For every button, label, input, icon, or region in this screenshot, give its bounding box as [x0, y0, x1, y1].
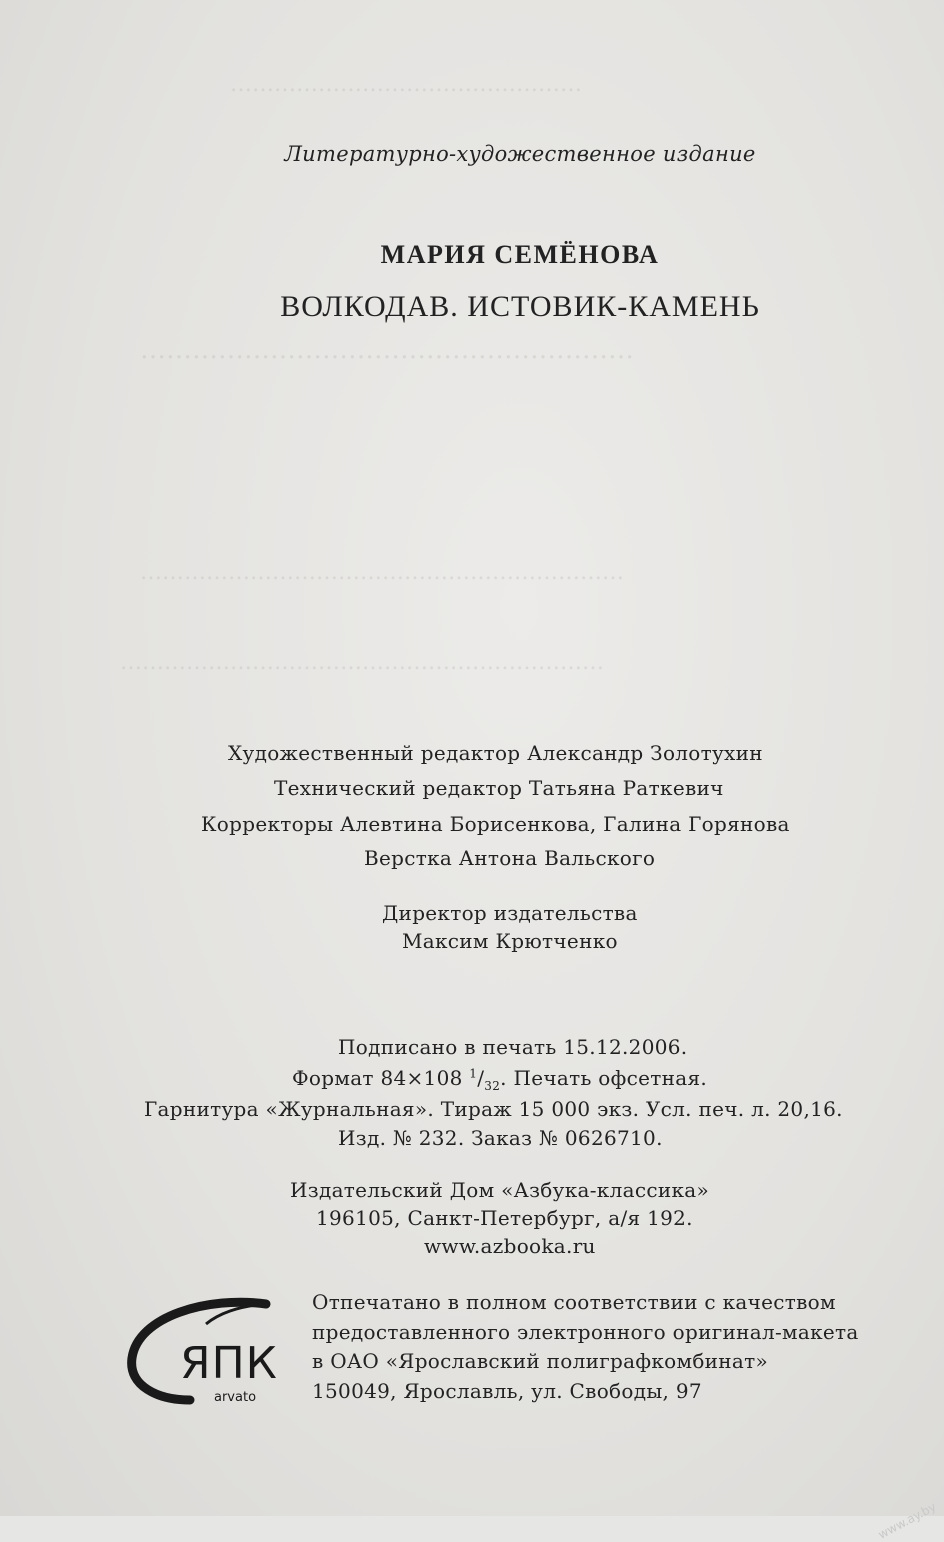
printer-line-2: предоставленного электронного оригинал-макета — [312, 1320, 859, 1344]
format-line — [292, 1066, 707, 1093]
site-watermark: www.ay.by — [875, 1499, 938, 1542]
credit-proofreaders: Корректоры Алевтина Борисенкова, Галина Горянова — [201, 812, 790, 836]
format-slash: / — [477, 1066, 485, 1090]
show-through-text: ………………………………………… — [230, 72, 582, 97]
credit-layout: Верстка Антона Вальского — [364, 846, 656, 870]
publisher-address: 196105, Санкт-Петербург, а/я 192. — [316, 1206, 693, 1230]
format-den: 32 — [484, 1079, 501, 1093]
logo-subtext: arvato — [214, 1390, 257, 1405]
book-author: МАРИЯ СЕМЁНОВА — [380, 240, 660, 269]
format-num: 1 — [469, 1066, 478, 1081]
format-prefix: Формат 84×108 — [292, 1066, 470, 1090]
publisher-name: Издательский Дом «Азбука-классика» — [290, 1178, 710, 1202]
show-through-text: ………………………………………………………… — [120, 650, 604, 675]
credit-art-editor: Художественный редактор Александр Золотухин — [228, 741, 763, 765]
publisher-website: www.azbooka.ru — [424, 1234, 596, 1258]
printer-line-4: 150049, Ярославль, ул. Свободы, 97 — [312, 1379, 702, 1403]
book-title: ВОЛКОДАВ. ИСТОВИК-КАМЕНЬ — [280, 290, 760, 323]
signed-date: Подписано в печать 15.12.2006. — [338, 1035, 688, 1059]
typeface-circulation: Гарнитура «Журнальная». Тираж 15 000 экз. Усл. печ. л. 20,16. — [144, 1097, 843, 1121]
printer-line-3: в ОАО «Ярославский полиграфкомбинат» — [312, 1349, 769, 1373]
printer-line-1: Отпечатано в полном соответствии с качеством — [312, 1290, 836, 1314]
show-through-text: ………………………………………………… — [140, 335, 634, 365]
order-number: Изд. № 232. Заказ № 0626710. — [338, 1126, 663, 1150]
format-suffix: . Печать офсетная. — [500, 1066, 708, 1090]
director-name: Максим Крютченко — [402, 929, 618, 953]
edition-genre: Литературно-художественное издание — [284, 142, 756, 166]
director-role: Директор издательства — [382, 901, 638, 925]
printer-logo — [118, 1296, 298, 1411]
show-through-text: ………………………………………………………… — [140, 560, 624, 585]
logo-text: ЯПК — [180, 1338, 278, 1389]
credit-tech-editor: Технический редактор Татьяна Раткевич — [274, 776, 724, 800]
